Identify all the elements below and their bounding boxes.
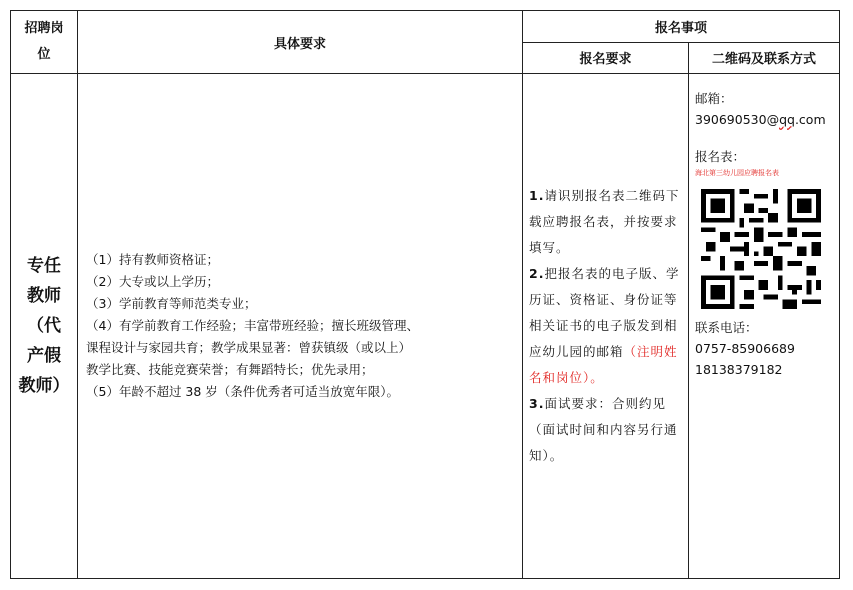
registration-item-number: 2. <box>529 266 545 281</box>
email-domain: qq <box>779 112 795 127</box>
position-line: 专任 <box>27 256 61 276</box>
requirement-item: （2）大专或以上学历； <box>86 274 219 289</box>
email-address[interactable] <box>695 109 833 130</box>
registration-item-1 <box>529 183 682 261</box>
requirement-item: 课程设计与家园共育；教学成果显著：曾获镇级（或以上） <box>86 340 412 355</box>
form-title: 海北第三幼儿园应聘报名表 <box>695 169 779 177</box>
registration-item-number: 1. <box>529 188 545 203</box>
position-line: 教师） <box>18 376 70 396</box>
registration-item-3 <box>529 391 682 469</box>
position-column-header <box>11 11 78 74</box>
registration-group-header: 报名事项 <box>523 11 840 43</box>
phone-number[interactable]: 18138379182 <box>695 362 783 377</box>
registration-item-note: （注明姓名和岗位）。 <box>529 344 678 385</box>
requirement-item: （5）年龄不超过 38 岁（条件优秀者可适当放宽年限）。 <box>86 384 400 399</box>
registration-item-2 <box>529 261 682 391</box>
registration-requirements-header: 报名要求 <box>523 42 689 74</box>
position-line: （代 <box>27 316 61 336</box>
position-cell <box>11 74 78 579</box>
phone-number[interactable]: 0757-85906689 <box>695 341 795 356</box>
position-column-header-text: 招聘岗位 <box>24 21 64 62</box>
position-line: 教师 <box>27 286 61 306</box>
recruitment-table <box>10 10 840 579</box>
registration-item-number: 3. <box>529 396 545 411</box>
registration-item-text: 请识别报名表二维码下载应聘报名表，并按要求填写。 <box>529 188 680 255</box>
requirement-item: 教学比赛、技能竞赛荣誉；有舞蹈特长；优先录用； <box>86 362 374 377</box>
registration-item-text: 面试要求：合则约见（面试时间和内容另行通知）。 <box>529 396 678 463</box>
requirements-cell <box>78 74 523 579</box>
contact-cell <box>689 74 840 579</box>
registration-requirements-cell <box>523 74 689 579</box>
registration-item-text: 把报名表的电子版、学历证、资格证、身份证等相关证书的电子版发到相应幼儿园的邮箱 <box>529 266 680 359</box>
phone-label: 联系电话： <box>695 320 758 335</box>
qr-contact-header: 二维码及联系方式 <box>689 42 840 74</box>
form-label: 报名表： <box>695 149 746 164</box>
position-line: 产假 <box>27 346 61 366</box>
email-local: 390690530@ <box>695 112 780 127</box>
requirements-column-header: 具体要求 <box>78 11 523 74</box>
requirement-item: （1）持有教师资格证； <box>86 252 219 267</box>
requirement-item: （4）有学前教育工作经验；丰富带班经验；擅长班级管理、 <box>86 318 419 333</box>
email-label: 邮箱： <box>695 91 733 106</box>
email-tld: .com <box>794 112 826 127</box>
qr-code-icon[interactable] <box>701 189 821 309</box>
requirement-item: （3）学前教育等师范类专业； <box>86 296 257 311</box>
